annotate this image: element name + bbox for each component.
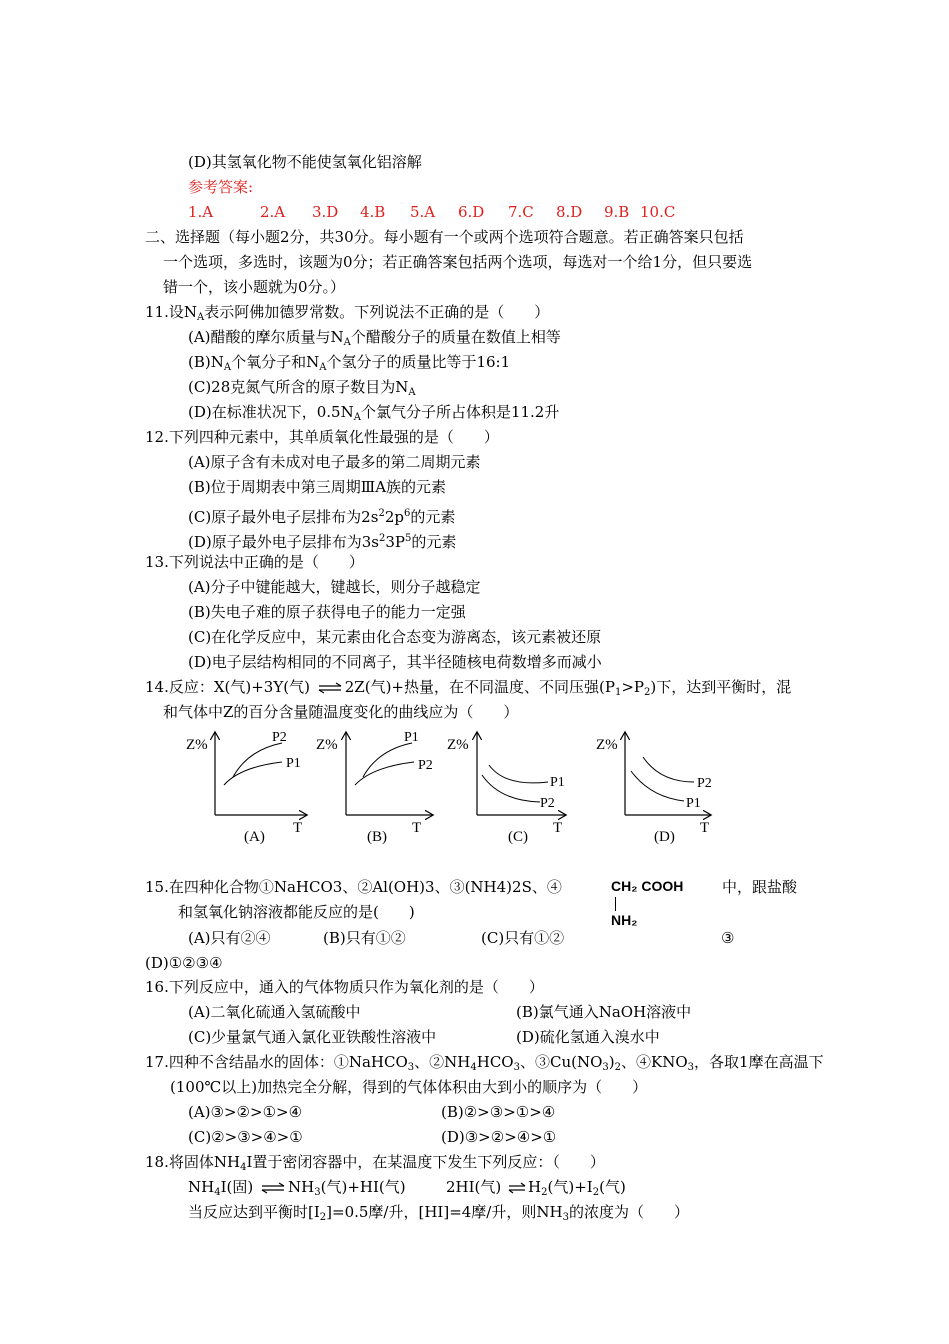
q12-option-b: (B)位于周期表中第三周期ⅢA族的元素 [188,478,447,496]
q14-graphs [0,725,949,855]
graph-a-xlabel: T [293,820,303,836]
answer-list [188,202,675,222]
graph-b-ylabel: Z% [316,737,338,753]
graph-d-option: (D) [654,829,675,845]
graph-a-lower-curve [224,762,282,785]
q13-option-b: (B)失电子难的原子获得电子的能力一定强 [188,603,466,621]
graph-d-xlabel: T [700,820,710,836]
q13-stem: 13.下列说法中正确的是（ ） [145,553,364,571]
graph-b-upper-label: P1 [404,730,419,745]
graph-d-upper-label: P2 [697,776,712,791]
q15-line2: 和氢氧化钠溶液都能反应的是( ) [178,903,415,921]
graph-d-ylabel: Z% [596,737,618,753]
answer-2: 2.A [260,203,286,221]
glycine-formula-bottom: NH₂ [611,912,638,928]
graph-a [186,730,306,845]
graph-b-option: (B) [367,829,387,845]
q11-stem: 11.设$N_A$表示阿佛加德罗常数。下列说法不正确的是（ ） [145,303,550,323]
graph-b-lower-label: P2 [418,758,433,773]
q17-option-b: (B)②>③>①>④ [441,1103,556,1121]
q11-option-d: (D)在标准状况下，$0.5N_A$个氯气分子所占体积是11.2升 [188,403,560,423]
q16-option-b: (B)氯气通入NaOH溶液中 [516,1003,692,1021]
q17-line2: (100℃以上)加热完全分解，得到的气体体积由大到小的顺序为（ ） [170,1078,648,1096]
graph-c-upper-label: P1 [550,775,565,790]
graph-b-upper-curve [363,743,412,777]
answer-3: 3.D [312,203,339,221]
q15-option-a: (A)只有②④ [188,929,271,947]
graph-d-lower-curve [631,771,684,801]
q16-option-d: (D)硫化氢通入溴水中 [516,1028,660,1046]
q13-option-c: (C)在化学反应中，某元素由化合态变为游离态，该元素被还原 [188,628,602,646]
graph-c [447,733,565,845]
graph-d-lower-label: P1 [686,796,701,811]
equilibrium-arrow-icon [507,1182,527,1194]
graph-b [316,730,433,845]
q18-last-line: 当反应达到平衡时$[I_2]=0.5$摩/升，[HI]=4摩/升，则$NH_3$的浓度为（ ） [188,1203,689,1223]
q12-option-c: (C)原子最外电子层排布为$2s^22p^6$的元素 [188,508,456,526]
q14-stem: 14.反应：X(气)+3Y(气) 2Z(气)+热量，在不同温度、不同压强$(P_1>P_2)$下，达到平衡时，混 [145,678,792,698]
graph-d-upper-curve [643,757,694,782]
formula-bond-line [615,897,616,911]
q11-option-a: (A)醋酸的摩尔质量与$N_A$个醋酸分子的质量在数值上相等 [188,328,561,348]
graph-c-ylabel: Z% [447,737,469,753]
equilibrium-arrow-icon [260,1182,286,1194]
q15-option-b: (B)只有①② [323,929,406,947]
q18-reaction-1: $NH_4I$(固) $NH_3$(气)+HI(气) [188,1178,406,1198]
q15-stem-end: 中，跟盐酸 [722,878,798,896]
section2-line2: 一个选项，多选时，该题为0分；若正确答案包括两个选项，每选对一个给1分，但只要选 [163,253,753,271]
answer-title: 参考答案: [188,178,254,196]
q10-option-d: (D)其氢氧化物不能使氢氧化铝溶解 [188,153,422,171]
q12-option-d: (D)原子最外电子层排布为$3s^23P^5$的元素 [188,533,457,551]
q11-option-c: (C)28克氮气所含的原子数目为$N_A$ [188,378,416,398]
graph-c-lower-curve [482,775,540,802]
q16-stem: 16.下列反应中，通入的气体物质只作为氧化剂的是（ ） [145,978,544,996]
answer-1: 1.A [188,203,214,221]
answer-4: 4.B [360,203,386,221]
graph-a-upper-curve [233,743,282,777]
q18-reaction-2: 2HI(气) $H_2$(气)$+I_2$(气) [446,1178,626,1198]
graph-a-upper-label: P2 [272,730,287,745]
graph-c-option: (C) [508,829,528,845]
q16-option-c: (C)少量氯气通入氯化亚铁酸性溶液中 [188,1028,437,1046]
q14-line2: 和气体中Z的百分含量随温度变化的曲线应为（ ） [163,703,519,721]
section2-line1: 二、选择题（每小题2分，共30分。每小题有一个或两个选项符合题意。若正确答案只包括 [145,228,744,246]
graph-a-ylabel: Z% [186,737,208,753]
graph-c-upper-curve [489,765,548,783]
graph-a-lower-label: P1 [286,756,301,771]
answer-5: 5.A [410,203,436,221]
answer-6: 6.D [458,203,485,221]
answer-8: 8.D [556,203,583,221]
section2-line3: 错一个，该小题就为0分。） [163,278,346,296]
q15-option-c: (C)只有①② [481,929,565,947]
answer-9: 9.B [604,203,630,221]
q16-option-a: (A)二氧化硫通入氢硫酸中 [188,1003,361,1021]
q17-option-c: (C)②>③>④>① [188,1128,303,1146]
q13-option-d: (D)电子层结构相同的不同离子，其半径随核电荷数增多而减小 [188,653,602,671]
graph-b-xlabel: T [412,820,422,836]
q15-option-d: (D)①②③④ [145,954,223,972]
graph-d [596,733,712,845]
q17-option-d: (D)③>②>④>① [441,1128,557,1146]
q11-option-b: $(B)N_A$个氧分子和$N_A$个氢分子的质量比等于16:1 [188,353,511,373]
answer-10: 10.C [640,203,676,221]
q17-option-a: (A)③>②>①>④ [188,1103,303,1121]
q18-stem: 18.将固体$NH_4I$置于密闭容器中，在某温度下发生下列反应：（ ） [145,1153,605,1173]
q12-option-a: (A)原子含有未成对电子最多的第二周期元素 [188,453,481,471]
q12-stem: 12.下列四种元素中，其单质氧化性最强的是（ ） [145,428,499,446]
q17-stem: 17.四种不含结晶水的固体：①NaHCO$_3$、$②NH_4HCO_3$、$③Cu(NO_3)_2$、$④KNO_3$，各取1摩在高温下 [145,1053,824,1073]
q13-option-a: (A)分子中键能越大，键越长，则分子越稳定 [188,578,481,596]
equilibrium-arrow-icon [317,682,343,694]
answer-7: 7.C [508,203,534,221]
glycine-formula-top: CH₂ COOH [611,878,684,894]
q15-stem: 15.在四种化合物①NaHCO3、②Al(OH)3、③(NH4)2S、④ [145,878,562,896]
q15-option-c-tail: ③ [721,929,735,947]
graph-c-xlabel: T [553,820,563,836]
graph-c-lower-label: P2 [540,796,555,811]
graph-a-option: (A) [244,829,265,845]
graph-b-lower-curve [355,762,414,785]
